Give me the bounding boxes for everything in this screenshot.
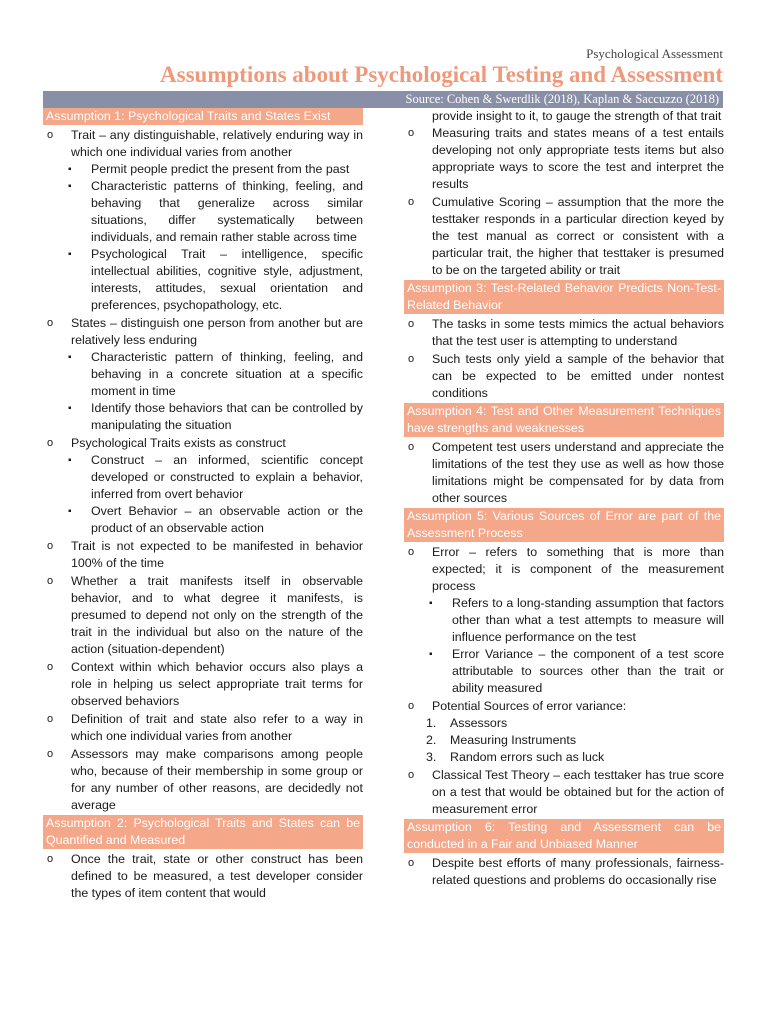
list-item: o Classical Test Theory – each testtaker has true score on a test that would be obtained but for the action of measurement error	[404, 767, 724, 818]
list-item: o Error – refers to something that is more than expected; it is component of the measurement process ▪ Refers to a long-standing assumption that factors other than what a test attempts to measure will influence performance on the test ▪ Error Variance – the component of a test score attributable to sources other than the trait or ability measured	[404, 544, 724, 697]
list-item: o Competent test users understand and appreciate the limitations of the test they use as well as how those limitations might be compensated for by data from other sources	[404, 439, 724, 507]
list-item: o Despite best efforts of many professionals, fairness-related questions and problems do occasionally rise	[404, 855, 724, 889]
list-item: o The tasks in some tests mimics the actual behaviors that the test user is attempting to understand	[404, 316, 724, 350]
list-item: o Trait is not expected to be manifested in behavior 100% of the time	[43, 538, 363, 572]
page-title: Assumptions about Psychological Testing and Assessment	[160, 62, 723, 87]
numbered-item: 1. Assessors	[426, 716, 508, 730]
list-item: o Cumulative Scoring – assumption that the more the testtaker responds in a particular direction keyed by the test manual as correct or consistent with a particular trait, the higher that testtaker is presumed to be on the targeted ability or trait	[404, 194, 724, 279]
header-subject-label: Psychological Assessment	[586, 46, 723, 61]
assumption-5-heading: Assumption 5: Various Sources of Error are part of the Assessment Process	[404, 508, 724, 542]
sub-list-item: ▪ Identify those behaviors that can be controlled by manipulating the situation	[43, 400, 363, 434]
continued-text: provide insight to it, to gauge the strength of that trait	[432, 109, 722, 123]
assumption-2-heading: Assumption 2: Psychological Traits and States can be Quantified and Measured	[43, 815, 363, 849]
sub-list-item: ▪ Construct – an informed, scientific concept developed or constructed to explain a behavior, inferred from overt behavior	[43, 452, 363, 503]
sub-list-item: ▪ Permit people predict the present from the past	[43, 161, 363, 178]
list-item: o Measuring traits and states means of a test entails developing not only appropriate tests items but also appropriate ways to score the test and interpret the results	[404, 125, 724, 193]
list-item: o Whether a trait manifests itself in observable behavior, and to what degree it manifests, is presumed to depend not only on the strength of the trait in the individual but also on the nature of the action (situation-dependent)	[43, 573, 363, 658]
sub-list-item: ▪ Characteristic patterns of thinking, feeling, and behaving that generalize across similar situations, differ systematically between individuals, and remain rather stable across time	[43, 178, 363, 246]
sub-list-item: ▪ Overt Behavior – an observable action or the product of an observable action	[43, 503, 363, 537]
numbered-item: 2. Measuring Instruments	[426, 733, 577, 747]
list-item: o Assessors may make comparisons among people who, because of their membership in some group or for any number of other reasons, are decidedly not average	[43, 746, 363, 814]
sub-list-item: ▪ Psychological Trait – intelligence, specific intellectual abilities, cognitive style, adjustment, interests, attitudes, sexual orientation and preferences, psychopathology, etc.	[43, 246, 363, 314]
list-item: o Trait – any distinguishable, relatively enduring way in which one individual varies from another ▪ Permit people predict the present from the past ▪ Characteristic patterns of thinking, feeling, and behaving that generalize across similar situations, differ systematically between individuals, and remain rather stable across time ▪ Psychological Trait – intelligence, specific intellectual abilities, cognitive style, adjustment, interests, attitudes, sexual orientation and preferences, psychopathology, etc.	[43, 127, 363, 314]
right-column	[404, 108, 724, 890]
left-column	[43, 108, 363, 903]
list-item: o Potential Sources of error variance: 1. Assessors 2. Measuring Instruments 3. Random errors such as luck	[404, 698, 724, 766]
source-bar: Source: Cohen & Swerdlik (2018), Kaplan & Saccuzzo (2018)	[43, 91, 723, 108]
assumption-4-heading: Assumption 4: Test and Other Measurement Techniques have strengths and weaknesses	[404, 403, 724, 437]
sub-list-item: ▪ Characteristic pattern of thinking, feeling, and behaving in a concrete situation at a specific moment in time	[43, 349, 363, 400]
assumption-6-heading: Assumption 6: Testing and Assessment can be conducted in a Fair and Unbiased Manner	[404, 819, 724, 853]
list-item: o Such tests only yield a sample of the behavior that can be expected to be emitted under nontest conditions	[404, 351, 724, 402]
numbered-item: 3. Random errors such as luck	[426, 750, 605, 764]
assumption-1-heading: Assumption 1: Psychological Traits and States Exist	[43, 108, 363, 125]
list-item: o Context within which behavior occurs also plays a role in helping us select appropriate trait terms for observed behaviors	[43, 659, 363, 710]
list-item: o Once the trait, state or other construct has been defined to be measured, a test developer consider the types of item content that would	[43, 851, 363, 902]
list-item: o States – distinguish one person from another but are relatively less enduring ▪ Characteristic pattern of thinking, feeling, and behaving in a concrete situation at a specific moment in time ▪ Identify those behaviors that can be controlled by manipulating the situation	[43, 315, 363, 434]
sub-list-item: ▪ Error Variance – the component of a test score attributable to sources other than the trait or ability measured	[404, 646, 724, 697]
sub-list-item: ▪ Refers to a long-standing assumption that factors other than what a test attempts to measure will influence performance on the test	[404, 595, 724, 646]
list-item: o Psychological Traits exists as construct ▪ Construct – an informed, scientific concept developed or constructed to explain a behavior, inferred from overt behavior ▪ Overt Behavior – an observable action or the product of an observable action	[43, 435, 363, 537]
list-item: o Definition of trait and state also refer to a way in which one individual varies from another	[43, 711, 363, 745]
assumption-3-heading: Assumption 3: Test-Related Behavior Predicts Non-Test-Related Behavior	[404, 280, 724, 314]
